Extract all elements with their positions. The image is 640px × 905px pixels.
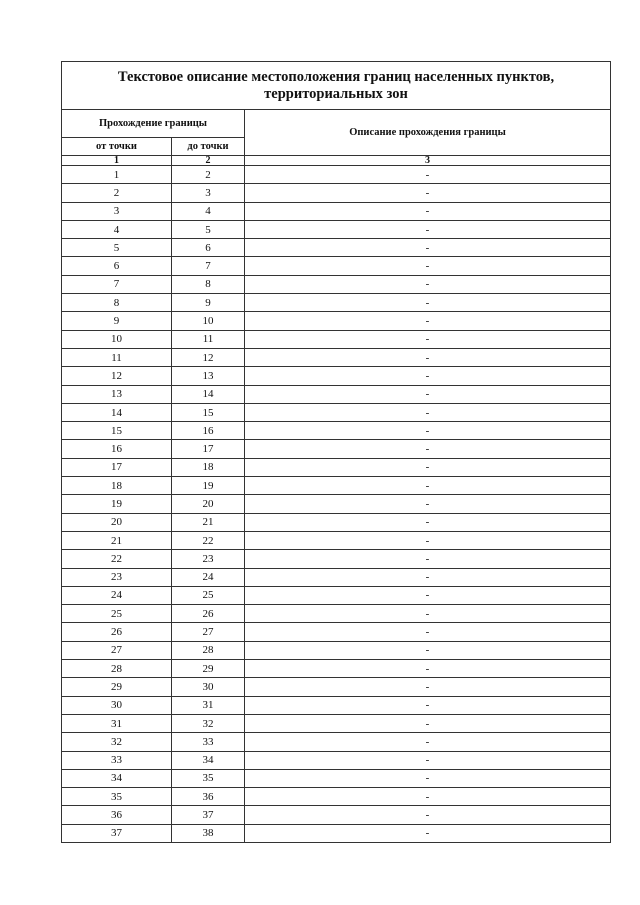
table-row (62, 495, 611, 513)
to-point-cell: 36 (172, 788, 245, 806)
description-cell: - (245, 824, 611, 842)
description-cell: - (245, 568, 611, 586)
description-cell: - (245, 403, 611, 421)
from-point-cell: 33 (62, 751, 172, 769)
to-point-cell: 25 (172, 586, 245, 604)
from-point-cell: 18 (62, 477, 172, 495)
to-point-cell: 32 (172, 714, 245, 732)
document-title (62, 62, 611, 110)
table-row (62, 385, 611, 403)
description-cell: - (245, 769, 611, 787)
from-point-cell: 29 (62, 678, 172, 696)
description-cell: - (245, 166, 611, 184)
to-point-cell: 3 (172, 184, 245, 202)
from-point-cell: 6 (62, 257, 172, 275)
to-point-cell: 34 (172, 751, 245, 769)
to-point-cell: 14 (172, 385, 245, 403)
table-row (62, 696, 611, 714)
from-point-cell: 8 (62, 294, 172, 312)
title-line-2: территориальных зон (264, 85, 408, 102)
description-cell: - (245, 696, 611, 714)
table-row (62, 294, 611, 312)
from-point-cell: 15 (62, 422, 172, 440)
table-row (62, 312, 611, 330)
description-cell: - (245, 348, 611, 366)
description-cell: - (245, 184, 611, 202)
to-point-cell: 38 (172, 824, 245, 842)
to-point-cell: 35 (172, 769, 245, 787)
from-point-cell: 34 (62, 769, 172, 787)
description-cell: - (245, 312, 611, 330)
description-cell: - (245, 714, 611, 732)
from-point-cell: 25 (62, 605, 172, 623)
description-cell: - (245, 641, 611, 659)
table-row (62, 550, 611, 568)
to-point-cell: 5 (172, 220, 245, 238)
table-row (62, 202, 611, 220)
table-row (62, 458, 611, 476)
description-cell: - (245, 751, 611, 769)
from-point-cell: 9 (62, 312, 172, 330)
table-row (62, 769, 611, 787)
description-cell: - (245, 330, 611, 348)
description-cell: - (245, 294, 611, 312)
header-description: Описание прохождения границы (245, 110, 611, 156)
to-point-cell: 11 (172, 330, 245, 348)
to-point-cell: 4 (172, 202, 245, 220)
from-point-cell: 3 (62, 202, 172, 220)
table-row (62, 806, 611, 824)
description-cell: - (245, 531, 611, 549)
description-cell: - (245, 660, 611, 678)
table-row (62, 586, 611, 604)
from-point-cell: 32 (62, 733, 172, 751)
description-cell: - (245, 586, 611, 604)
from-point-cell: 19 (62, 495, 172, 513)
to-point-cell: 33 (172, 733, 245, 751)
to-point-cell: 18 (172, 458, 245, 476)
table-row (62, 477, 611, 495)
to-point-cell: 17 (172, 440, 245, 458)
to-point-cell: 16 (172, 422, 245, 440)
to-point-cell: 10 (172, 312, 245, 330)
table-row (62, 733, 611, 751)
description-cell: - (245, 788, 611, 806)
table-row (62, 623, 611, 641)
to-point-cell: 21 (172, 513, 245, 531)
table-row (62, 367, 611, 385)
description-cell: - (245, 422, 611, 440)
to-point-cell: 6 (172, 239, 245, 257)
to-point-cell: 8 (172, 275, 245, 293)
from-point-cell: 2 (62, 184, 172, 202)
table-row (62, 714, 611, 732)
from-point-cell: 24 (62, 586, 172, 604)
from-point-cell: 5 (62, 239, 172, 257)
description-cell: - (245, 275, 611, 293)
from-point-cell: 35 (62, 788, 172, 806)
from-point-cell: 27 (62, 641, 172, 659)
from-point-cell: 17 (62, 458, 172, 476)
table-row (62, 220, 611, 238)
to-point-cell: 28 (172, 641, 245, 659)
column-number-2: 2 (172, 156, 245, 166)
to-point-cell: 12 (172, 348, 245, 366)
table-body (62, 166, 611, 843)
table-row (62, 605, 611, 623)
from-point-cell: 16 (62, 440, 172, 458)
from-point-cell: 4 (62, 220, 172, 238)
table-row (62, 440, 611, 458)
from-point-cell: 14 (62, 403, 172, 421)
header-to-point: до точки (172, 138, 245, 156)
title-line-1: Текстовое описание местоположения границ населенных пунктов, (117, 68, 555, 85)
table-row (62, 513, 611, 531)
to-point-cell: 9 (172, 294, 245, 312)
to-point-cell: 15 (172, 403, 245, 421)
from-point-cell: 30 (62, 696, 172, 714)
table-row (62, 403, 611, 421)
to-point-cell: 22 (172, 531, 245, 549)
from-point-cell: 23 (62, 568, 172, 586)
from-point-cell: 37 (62, 824, 172, 842)
table-row (62, 422, 611, 440)
to-point-cell: 13 (172, 367, 245, 385)
to-point-cell: 29 (172, 660, 245, 678)
description-cell: - (245, 220, 611, 238)
description-cell: - (245, 678, 611, 696)
from-point-cell: 28 (62, 660, 172, 678)
to-point-cell: 31 (172, 696, 245, 714)
from-point-cell: 20 (62, 513, 172, 531)
from-point-cell: 22 (62, 550, 172, 568)
table-row (62, 184, 611, 202)
from-point-cell: 26 (62, 623, 172, 641)
description-cell: - (245, 550, 611, 568)
table-row (62, 568, 611, 586)
table-row (62, 166, 611, 184)
from-point-cell: 1 (62, 166, 172, 184)
description-cell: - (245, 458, 611, 476)
to-point-cell: 26 (172, 605, 245, 623)
from-point-cell: 12 (62, 367, 172, 385)
from-point-cell: 36 (62, 806, 172, 824)
description-cell: - (245, 495, 611, 513)
header-boundary-passage: Прохождение границы (62, 110, 245, 138)
header-from-point: от точки (62, 138, 172, 156)
to-point-cell: 37 (172, 806, 245, 824)
from-point-cell: 13 (62, 385, 172, 403)
to-point-cell: 7 (172, 257, 245, 275)
to-point-cell: 27 (172, 623, 245, 641)
table-row (62, 531, 611, 549)
column-number-1: 1 (62, 156, 172, 166)
table-row (62, 751, 611, 769)
description-cell: - (245, 806, 611, 824)
description-cell: - (245, 623, 611, 641)
description-cell: - (245, 202, 611, 220)
table-row (62, 788, 611, 806)
table-row (62, 660, 611, 678)
description-cell: - (245, 257, 611, 275)
table-row (62, 824, 611, 842)
boundary-description-document (61, 61, 610, 843)
to-point-cell: 23 (172, 550, 245, 568)
from-point-cell: 10 (62, 330, 172, 348)
to-point-cell: 2 (172, 166, 245, 184)
description-cell: - (245, 733, 611, 751)
from-point-cell: 21 (62, 531, 172, 549)
description-cell: - (245, 513, 611, 531)
description-cell: - (245, 477, 611, 495)
to-point-cell: 24 (172, 568, 245, 586)
boundary-table (61, 61, 611, 843)
to-point-cell: 30 (172, 678, 245, 696)
description-cell: - (245, 605, 611, 623)
to-point-cell: 20 (172, 495, 245, 513)
table-row (62, 330, 611, 348)
table-row (62, 239, 611, 257)
description-cell: - (245, 385, 611, 403)
from-point-cell: 7 (62, 275, 172, 293)
column-number-3: 3 (245, 156, 611, 166)
table-row (62, 678, 611, 696)
table-row (62, 348, 611, 366)
table-row (62, 257, 611, 275)
description-cell: - (245, 367, 611, 385)
description-cell: - (245, 239, 611, 257)
table-row (62, 275, 611, 293)
from-point-cell: 31 (62, 714, 172, 732)
description-cell: - (245, 440, 611, 458)
table-row (62, 641, 611, 659)
from-point-cell: 11 (62, 348, 172, 366)
to-point-cell: 19 (172, 477, 245, 495)
